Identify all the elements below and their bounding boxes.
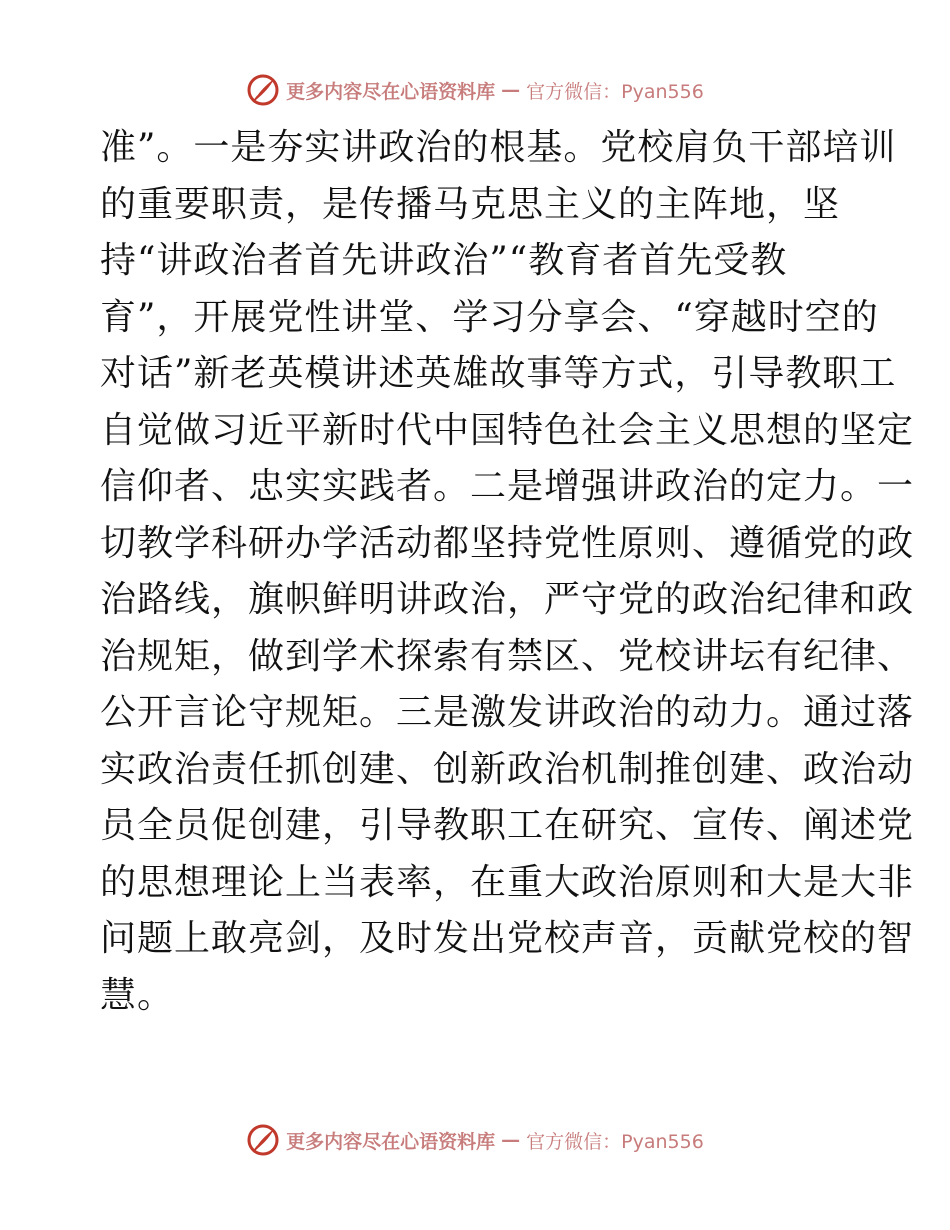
body-line: 治路线，旗帜鲜明讲政治，严守党的政治纪律和政 — [100, 579, 915, 620]
body-line: 准”。一是夯实讲政治的根基。党校肩负干部培训 — [100, 127, 897, 168]
body-line: 公开言论守规矩。三是激发讲政治的动力。通过落 — [100, 692, 915, 733]
body-line: 自觉做习近平新时代中国特色社会主义思想的坚定 — [100, 409, 915, 451]
watermark-main-text: 更多内容尽在心语资料库 — [286, 80, 496, 103]
watermark-main-text: 更多内容尽在心语资料库 — [286, 1130, 496, 1153]
body-line: 的思想理论上当表率，在重大政治原则和大是大非 — [100, 861, 915, 903]
watermark-sub-text: 官方微信：Pyan556 — [526, 80, 704, 103]
watermark-dash: — — [501, 79, 521, 101]
body-line: 育”，开展党性讲堂、学习分享会、“穿越时空的 — [100, 296, 879, 338]
body-line: 治规矩，做到学术探索有禁区、党校讲坛有纪律、 — [100, 635, 915, 677]
feather-pen-logo-icon — [246, 73, 280, 107]
watermark-dash: — — [501, 1129, 521, 1151]
header-watermark — [0, 70, 950, 110]
body-line: 持“讲政治者首先讲政治”“教育者首先受教 — [100, 240, 788, 281]
feather-pen-logo-icon — [246, 1123, 280, 1157]
body-line: 员全员促创建，引导教职工在研究、宣传、阐述党 — [100, 805, 915, 846]
watermark-sub-text: 官方微信：Pyan556 — [526, 1130, 704, 1153]
body-line: 对话”新老英模讲述英雄故事等方式，引导教职工 — [100, 353, 897, 394]
body-line: 慧。 — [100, 974, 175, 1016]
footer-watermark — [0, 1120, 950, 1160]
body-line: 问题上敢亮剑，及时发出党校声音，贡献党校的智 — [100, 918, 915, 959]
body-line: 切教学科研办学活动都坚持党性原则、遵循党的政 — [100, 522, 915, 564]
body-line: 的重要职责，是传播马克思主义的主阵地，坚 — [100, 183, 841, 225]
body-line: 实政治责任抓创建、创新政治机制推创建、政治动 — [100, 748, 915, 790]
body-line: 信仰者、忠实实践者。二是增强讲政治的定力。一 — [100, 466, 915, 507]
document-body — [100, 120, 915, 1024]
